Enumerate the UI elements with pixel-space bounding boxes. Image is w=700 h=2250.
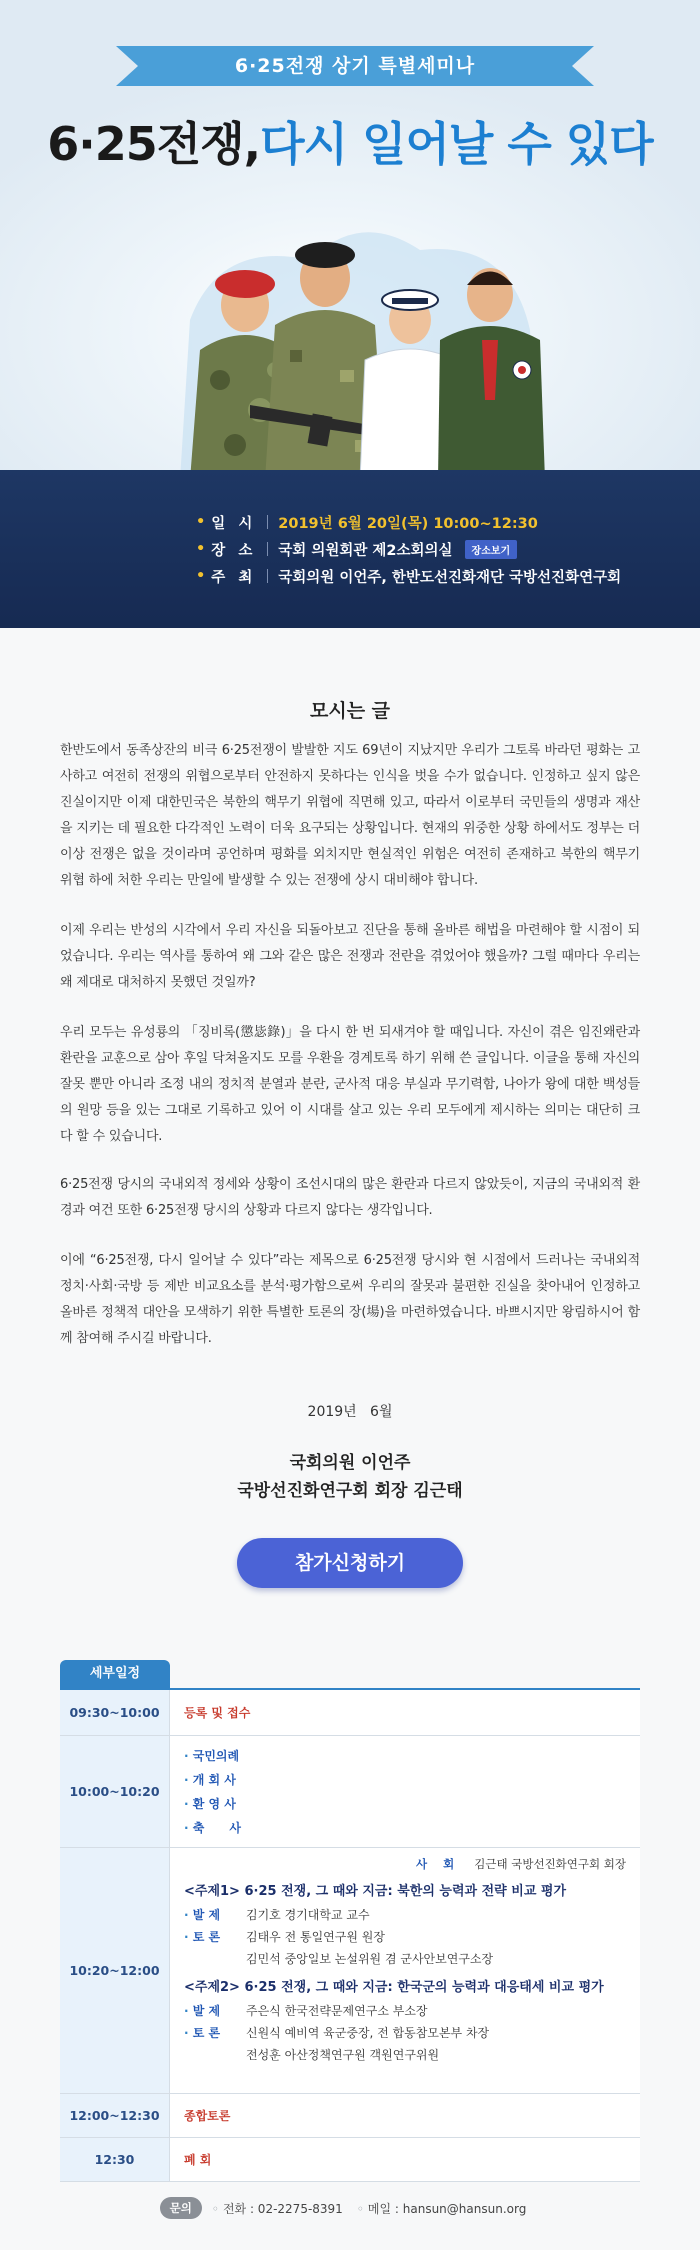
contact-badge: 문의 bbox=[160, 2197, 202, 2219]
schedule-time: 12:00~12:30 bbox=[60, 2094, 170, 2137]
info-row-host: • 주 최 국회의원 이언주, 한반도선진화재단 국방선진화연구회 bbox=[196, 564, 621, 588]
discussant: 신원식 예비역 육군중장, 전 합동참모본부 차장 bbox=[246, 2026, 490, 2040]
chair-line bbox=[416, 1856, 626, 1872]
schedule-item: 축 사 bbox=[192, 1821, 242, 1835]
table-row bbox=[60, 2094, 640, 2138]
ribbon-text: 6·25전쟁 상기 특별세미나 bbox=[234, 55, 476, 77]
discussant: 김민석 중앙일보 논설위원 겸 군사안보연구소장 bbox=[246, 1952, 494, 1966]
info-value-venue: 국회 의원회관 제2소회의실 bbox=[278, 542, 453, 559]
letter-paragraph: 이에 “6·25전쟁, 다시 일어날 수 있다”라는 제목으로 6·25전쟁 당시와 현 시점에서 드러나는 국내외적 정치·사회·국방 등 제반 비교요소를 분석·평가함으로써 우리의 잘못과 불편한 진실을 찾아내어 인정하고 올바른 정책적 대안을 모색하기 위한 특별한 토론의 장(場)을 마련하였습니다. 바쁘시지만 왕림하시어 함께 참여해 주시길 바랍니다. bbox=[60, 1253, 640, 1346]
schedule-time: 12:30 bbox=[60, 2138, 170, 2181]
table-row: 10:20~12:00 사 회 김근태 국방선진화연구회 회장 <주제1> 6·25 전쟁, 그 때와 지금: 북한의 능력과 전략 비교 평가 · 발 제 김기호 경기대학교 교수 · 토 론 김태우 전 통일연구원 원장 김민석 중앙일보 논설위원 겸 군사안보연구소장 <주제2> 6·25 전쟁, 그 때와 지금: 한국군의 능력과 대응태세 비교 평가 · 발 제 주은식 한국전략문제연구소 부소장 · 토 론 신원식 예비역 육군중장, 전 합동참모본부 차장 전성훈 아산정책연구원 객원연구위원 bbox=[60, 1848, 640, 2094]
title-part1: 6·25전쟁, bbox=[47, 117, 261, 171]
signer-2: 국방선진화연구회 회장 김근태 bbox=[237, 1481, 463, 1501]
schedule-item: 국민의례 bbox=[192, 1749, 240, 1763]
table-row bbox=[60, 2138, 640, 2182]
letter-title: 모시는 글 bbox=[309, 700, 391, 722]
letter-date: 2019년 6월 bbox=[307, 1404, 393, 1420]
schedule-table bbox=[60, 1688, 640, 2182]
event-info-band bbox=[0, 470, 700, 628]
chair-name: 김근태 국방선진화연구회 회장 bbox=[474, 1857, 626, 1871]
presenter: 김기호 경기대학교 교수 bbox=[246, 1908, 370, 1922]
invitation-letter bbox=[0, 628, 700, 1648]
topic-title: <주제1> 6·25 전쟁, 그 때와 지금: 북한의 능력과 전략 비교 평가 bbox=[184, 1884, 567, 1899]
view-venue-button[interactable]: 장소보기 bbox=[465, 540, 518, 559]
schedule-item: 환 영 사 bbox=[192, 1797, 236, 1811]
discussant: 전성훈 아산정책연구원 객원연구위원 bbox=[246, 2048, 440, 2062]
topic-title: <주제2> 6·25 전쟁, 그 때와 지금: 한국군의 능력과 대응태세 비교 평가 bbox=[184, 1980, 604, 1995]
info-value-host: 국회의원 이언주, 한반도선진화재단 국방선진화연구회 bbox=[278, 569, 622, 586]
letter-paragraph: 이제 우리는 반성의 시각에서 우리 자신을 되돌아보고 진단을 통해 올바른 해법을 마련해야 할 시점이 되었습니다. 우리는 역사를 통하여 왜 그와 같은 많은 전쟁과 전란을 겪었어야 했을까? 그럴 때마다 우리는 왜 제대로 대처하지 못했던 것일까? bbox=[60, 923, 640, 990]
schedule-time: 10:00~10:20 bbox=[60, 1736, 170, 1847]
table-row: 10:00~10:20 · 국민의례 · 개 회 사 · 환 영 사 · 축 사 bbox=[60, 1736, 640, 1848]
contact-phone[interactable]: 전화 : 02-2275-8391 bbox=[222, 2201, 343, 2216]
contact-footer: 문의 ◦ 전화 : 02-2275-8391 ◦ 메일 : hansun@hansun.org bbox=[0, 2196, 700, 2220]
schedule-tab: 세부일정 bbox=[60, 1660, 170, 1688]
schedule-item: 등록 및 접수 bbox=[184, 1706, 251, 1720]
table-row bbox=[60, 1690, 640, 1736]
contact-email[interactable]: 메일 : hansun@hansun.org bbox=[367, 2201, 527, 2216]
letter-paragraph: 6·25전쟁 당시의 국내외적 정세와 상황이 조선시대의 많은 환란과 다르지 않았듯이, 지금의 국내외적 환경과 여건 또한 6·25전쟁 당시의 상황과 다르지 않다는 생각입니다. bbox=[60, 1177, 640, 1218]
info-value-date: 2019년 6월 20일(목) 10:00~12:30 bbox=[278, 515, 538, 532]
letter-paragraph: 한반도에서 동족상잔의 비극 6·25전쟁이 발발한 지도 69년이 지났지만 우리가 그토록 바라던 평화는 고사하고 여전히 전쟁의 위협으로부터 안전하지 못하다는 인식을 벗을 수가 없습니다. 인정하고 싶지 않은 진실이지만 이제 대한민국은 북한의 핵무기 위협에 직면해 있고, 따라서 이로부터 국민들의 생명과 재산을 지키는 데 필요한 다각적인 노력이 더욱 요구되는 상황입니다. 현재의 위중한 상황 하에서도 정부는 더 이상 전쟁은 없을 것이라며 공언하며 평화를 외치지만 현실적인 위험은 여전히 존재하고 북한의 핵무기 위협 하에 처한 우리는 만일에 발생할 수 있는 전쟁에 상시 대비해야 합니다. bbox=[60, 743, 640, 888]
schedule-item: 개 회 사 bbox=[192, 1773, 236, 1787]
info-row-date: • 일 시 2019년 6월 20일(목) 10:00~12:30 bbox=[196, 510, 538, 534]
schedule-time: 10:20~12:00 bbox=[60, 1848, 170, 2093]
presenter: 주은식 한국전략문제연구소 부소장 bbox=[246, 2004, 428, 2018]
apply-button[interactable]: 참가신청하기 bbox=[237, 1538, 463, 1588]
letter-paragraph: 우리 모두는 유성룡의 「징비록(懲毖錄)」을 다시 한 번 되새겨야 할 때입니다. 자신이 겪은 임진왜란과 환란을 교훈으로 삼아 후일 닥쳐올지도 모를 우환을 경계토록 하기 위해 쓴 글입니다. 이글을 통해 자신의 잘못 뿐만 아니라 조정 내의 정치적 분열과 분란, 군사적 대응 부실과 무기력함, 나아가 왕에 대한 백성들의 원망 등을 있는 그대로 기록하고 있어 이 시대를 살고 있는 우리 모두에게 제시하는 의미는 대단히 크다 할 수 있습니다. bbox=[60, 1025, 640, 1144]
info-label-venue: 장 소 bbox=[211, 542, 257, 559]
schedule-item: 종합토론 bbox=[184, 2109, 231, 2123]
schedule-item: 폐 회 bbox=[184, 2153, 212, 2167]
discussant: 김태우 전 통일연구원 원장 bbox=[246, 1930, 385, 1944]
info-label-host: 주 최 bbox=[211, 569, 257, 586]
soldiers-illustration bbox=[160, 200, 560, 480]
info-label-date: 일 시 bbox=[211, 515, 257, 532]
info-row-venue: • 장 소 국회 의원회관 제2소회의실 장소보기 bbox=[196, 537, 517, 561]
signer-1: 국회의원 이언주 bbox=[289, 1453, 411, 1473]
seminar-ribbon bbox=[116, 46, 594, 86]
title-part2: 다시 일어날 수 있다 bbox=[260, 117, 653, 171]
chair-label: 사 회 bbox=[416, 1857, 461, 1871]
hero-banner bbox=[0, 0, 700, 628]
page-title bbox=[0, 108, 700, 174]
schedule-time: 09:30~10:00 bbox=[60, 1690, 170, 1735]
